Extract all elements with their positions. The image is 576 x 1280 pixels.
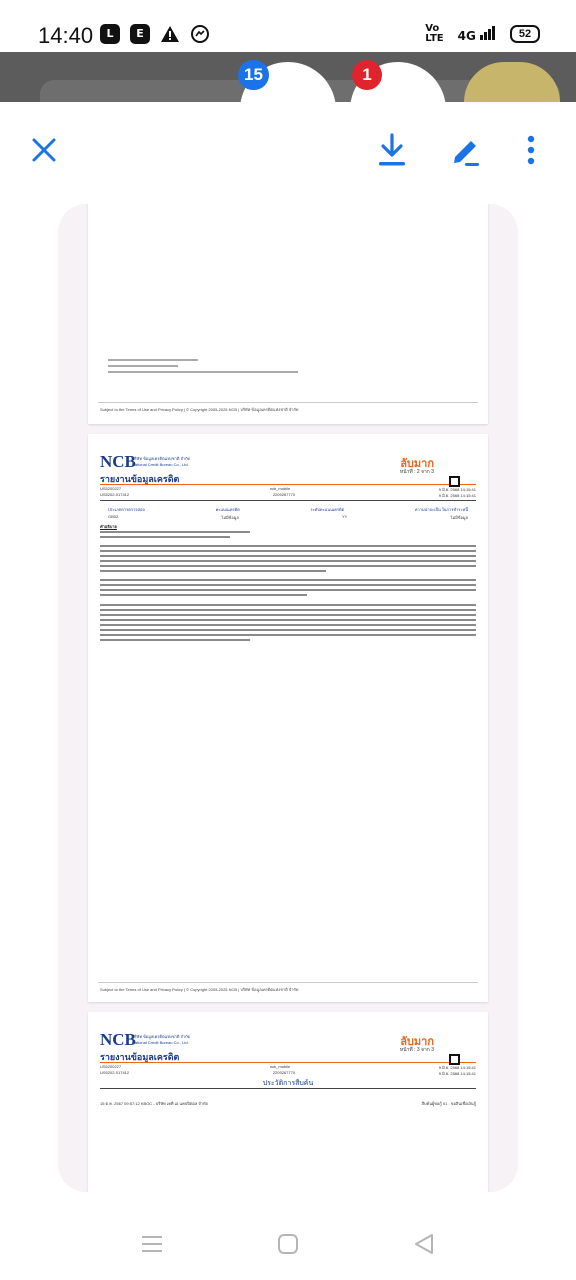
edit-button[interactable]: [444, 128, 488, 172]
company-name-th: บริษัท ข้อมูลเครดิตแห่งชาติ จำกัด: [132, 1034, 191, 1039]
document-page-3: [88, 1012, 488, 1192]
history-purpose: สืบค้นผู้ขอกู้ 01 : ขอสินเชื่อเงินกู้: [421, 1101, 476, 1106]
edit-icon: [449, 133, 483, 167]
page-footer: Subject to the Terms of Use and Privacy Policy | © Copyright 2005-2025 NCB | บริษัท ข้อมูลเครดิตแห่งชาติ จำกัด: [100, 407, 299, 412]
back-button[interactable]: [412, 1232, 436, 1256]
meta-value: US5200227: [100, 1064, 122, 1069]
confidential-label: ลับมาก: [400, 458, 434, 470]
download-icon: [375, 132, 409, 168]
messenger-icon: [190, 24, 210, 49]
cell-value: YY: [342, 514, 348, 519]
score-header-row: [108, 506, 468, 513]
viewer-toolbar: [0, 102, 576, 194]
back-icon: [412, 1232, 436, 1256]
status-right: [425, 24, 540, 44]
close-icon: [31, 137, 57, 163]
battery-icon: 52: [510, 25, 540, 43]
meta-value: US5202-017412: [100, 492, 130, 497]
confidential-label: ลับมาก: [400, 1036, 434, 1048]
more-options-button[interactable]: [509, 128, 553, 172]
ncb-logo: NCB: [100, 1030, 136, 1049]
recents-button[interactable]: [140, 1232, 164, 1256]
menu-icon: [140, 1232, 164, 1256]
column-header: คะแนนเครดิต: [215, 507, 240, 512]
warning-icon: [160, 24, 180, 49]
company-name-en: National Credit Bureau Co., Ltd.: [132, 462, 189, 467]
meta-value: 9 มิ.ย. 2568 14:15:41: [438, 1065, 476, 1070]
more-vert-icon: [526, 135, 536, 165]
meta-value: 9 มิ.ย. 2568 14:15:41: [438, 1071, 476, 1076]
footer-divider: [98, 982, 478, 983]
page-1-note: [108, 359, 338, 373]
ncb-logo: NCB: [100, 452, 136, 471]
chat-head-3[interactable]: [464, 62, 560, 102]
home-button[interactable]: [276, 1232, 300, 1256]
score-value-row: [108, 514, 468, 521]
report-title: รายงานข้อมูลเครดิต: [100, 1052, 180, 1062]
company-name-en: National Credit Bureau Co., Ltd.: [132, 1040, 189, 1045]
meta-value: US5202-017412: [100, 1070, 130, 1075]
page-number: หน้าที่ : 2 จาก 3: [399, 469, 434, 475]
meta-value: ncb_mobile: [269, 1064, 291, 1069]
page-number: หน้าที่ : 3 จาก 3: [399, 1047, 434, 1053]
meta-value: 2209267770: [272, 1070, 296, 1075]
download-button[interactable]: [370, 128, 414, 172]
line-icon: L: [100, 24, 120, 44]
divider: [100, 1088, 476, 1089]
document-viewer[interactable]: [58, 204, 518, 1192]
section-heading: คำอธิบาย: [100, 524, 117, 529]
report-title: รายงานข้อมูลเครดิต: [100, 474, 180, 484]
paragraph-1: [100, 545, 476, 575]
app-icon: E: [130, 24, 150, 44]
cell-value: GB02: [108, 514, 119, 519]
meta-value: 9 มิ.ย. 2568 14:15:41: [438, 493, 476, 498]
document-page-1: [88, 204, 488, 424]
notification-icons: [100, 24, 210, 49]
page-footer: Subject to the Terms of Use and Privacy Policy | © Copyright 2005-2025 NCB | บริษัท ข้อมูลเครดิตแห่งชาติ จำกัด: [100, 987, 299, 992]
status-bar: [0, 0, 576, 52]
footer-divider: [98, 402, 478, 403]
history-row: [100, 1100, 476, 1107]
meta-value: ncb_mobile: [269, 486, 291, 491]
header-divider: [100, 1062, 476, 1063]
company-name-th: บริษัท ข้อมูลเครดิตแห่งชาติ จำกัด: [132, 456, 191, 461]
paragraph-2: [100, 579, 476, 599]
chat-badge-count: 1: [352, 60, 382, 90]
cell-value: ไม่มีข้อมูล: [450, 515, 468, 520]
document-page-2: [88, 434, 488, 1002]
volte-icon: Vo LTE: [425, 23, 444, 44]
divider: [100, 500, 476, 501]
cell-value: ไม่มีข้อมูล: [221, 515, 239, 520]
paragraph-3: [100, 604, 476, 644]
close-button[interactable]: [22, 128, 66, 172]
meta-row: [100, 1070, 476, 1077]
meta-row: [100, 492, 476, 499]
network-icon: [458, 26, 496, 43]
meta-value: 9 มิ.ย. 2568 14:15:41: [438, 487, 476, 492]
column-header: ประเภทการตรวจสอบ: [108, 507, 146, 512]
status-time: 14:40: [38, 23, 94, 48]
column-header: ระดับคะแนนเครดิต: [310, 507, 345, 512]
home-icon: [276, 1232, 300, 1256]
header-divider: [100, 484, 476, 485]
meta-value: 2209267770: [272, 492, 296, 497]
chat-heads-bar: [0, 52, 576, 102]
chat-badge-count: 15: [238, 60, 269, 90]
column-header: ความน่าจะเป็น ในการชำระหนี้: [414, 507, 468, 512]
meta-value: US5200227: [100, 486, 122, 491]
navigation-bar: [0, 1192, 576, 1280]
history-title: ประวัติการสืบค้น: [262, 1080, 314, 1087]
explanation-text: [100, 531, 476, 541]
network-label: 4G: [457, 28, 476, 43]
history-entry: 15 ต.ค. 2567 09:57:12 KBOC - บริษัท เคที เอ แคปปิตอล จำกัด: [100, 1101, 208, 1106]
